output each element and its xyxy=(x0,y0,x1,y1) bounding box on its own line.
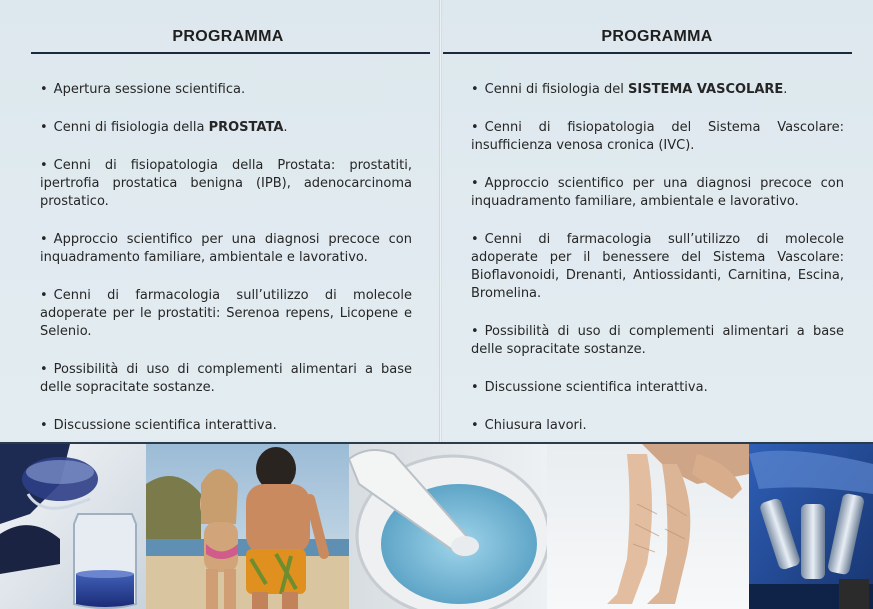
left-program-list xyxy=(40,81,412,435)
bullet-icon: • xyxy=(40,418,48,433)
left-page xyxy=(0,0,441,440)
right-program-list xyxy=(471,81,844,455)
list-item: • Cenni di fisiopatologia della Prostata: prostatiti, ipertrofia prostatica benigna (IPB), adenocarcinoma prostatico. xyxy=(40,158,412,209)
list-item: • Discussione scientifica interattiva. xyxy=(471,380,708,395)
bullet-icon: • xyxy=(471,120,479,135)
left-heading: PROGRAMMA xyxy=(172,28,284,45)
list-item: • Approccio scientifico per una diagnosi precoce con inquadramento familiare, ambientale e lavorativo. xyxy=(40,232,412,265)
bullet-icon: • xyxy=(471,82,479,97)
right-page xyxy=(441,0,873,440)
list-item: • Cenni di fisiologia della PROSTATA. xyxy=(40,120,288,135)
bullet-icon: • xyxy=(40,362,48,377)
bullet-icon: • xyxy=(40,120,48,135)
left-heading-rule xyxy=(31,52,430,54)
list-item: • Possibilità di uso di complementi alimentari a base delle sopracitate sostanze. xyxy=(40,362,412,395)
bullet-icon: • xyxy=(40,232,48,247)
photo-strip xyxy=(0,442,873,609)
list-item: • Cenni di farmacologia sull’utilizzo di molecole adoperate per le prostatiti: Serenoa repens, Licopene e Selenio. xyxy=(40,288,412,339)
bullet-icon: • xyxy=(40,82,48,97)
bullet-icon: • xyxy=(40,158,48,173)
list-item: • Apertura sessione scientifica. xyxy=(40,82,246,97)
bullet-icon: • xyxy=(471,380,479,395)
bullet-icon: • xyxy=(40,288,48,303)
right-heading-rule xyxy=(443,52,852,54)
bullet-icon: • xyxy=(471,324,479,339)
microscope-icon xyxy=(749,444,873,609)
list-item: • Cenni di fisiologia del SISTEMA VASCOLARE. xyxy=(471,82,788,97)
list-item: • Approccio scientifico per una diagnosi precoce con inquadramento familiare, ambientale e lavorativo. xyxy=(471,176,844,209)
right-heading: PROGRAMMA xyxy=(601,28,713,45)
list-item: • Possibilità di uso di complementi alimentari a base delle sopracitate sostanze. xyxy=(471,324,844,357)
list-item: • Cenni di fisiopatologia del Sistema Vascolare: insufficienza venosa cronica (IVC). xyxy=(471,120,844,153)
beach-couple-icon xyxy=(146,444,349,609)
mortar-pestle-icon xyxy=(349,444,547,609)
legs-icon xyxy=(547,444,749,609)
list-item: • Discussione scientifica interattiva. xyxy=(40,418,277,433)
list-item: • Chiusura lavori. xyxy=(471,418,587,433)
bullet-icon: • xyxy=(471,176,479,191)
lab-glassware-icon xyxy=(0,444,146,609)
bullet-icon: • xyxy=(471,418,479,433)
list-item: • Cenni di farmacologia sull’utilizzo di molecole adoperate per il benessere del Sistema Vascolare: Bioflavonoidi, Drenanti, Antiossidanti, Carnitina, Escina, Bromelina. xyxy=(471,232,844,301)
bullet-icon: • xyxy=(471,232,479,247)
